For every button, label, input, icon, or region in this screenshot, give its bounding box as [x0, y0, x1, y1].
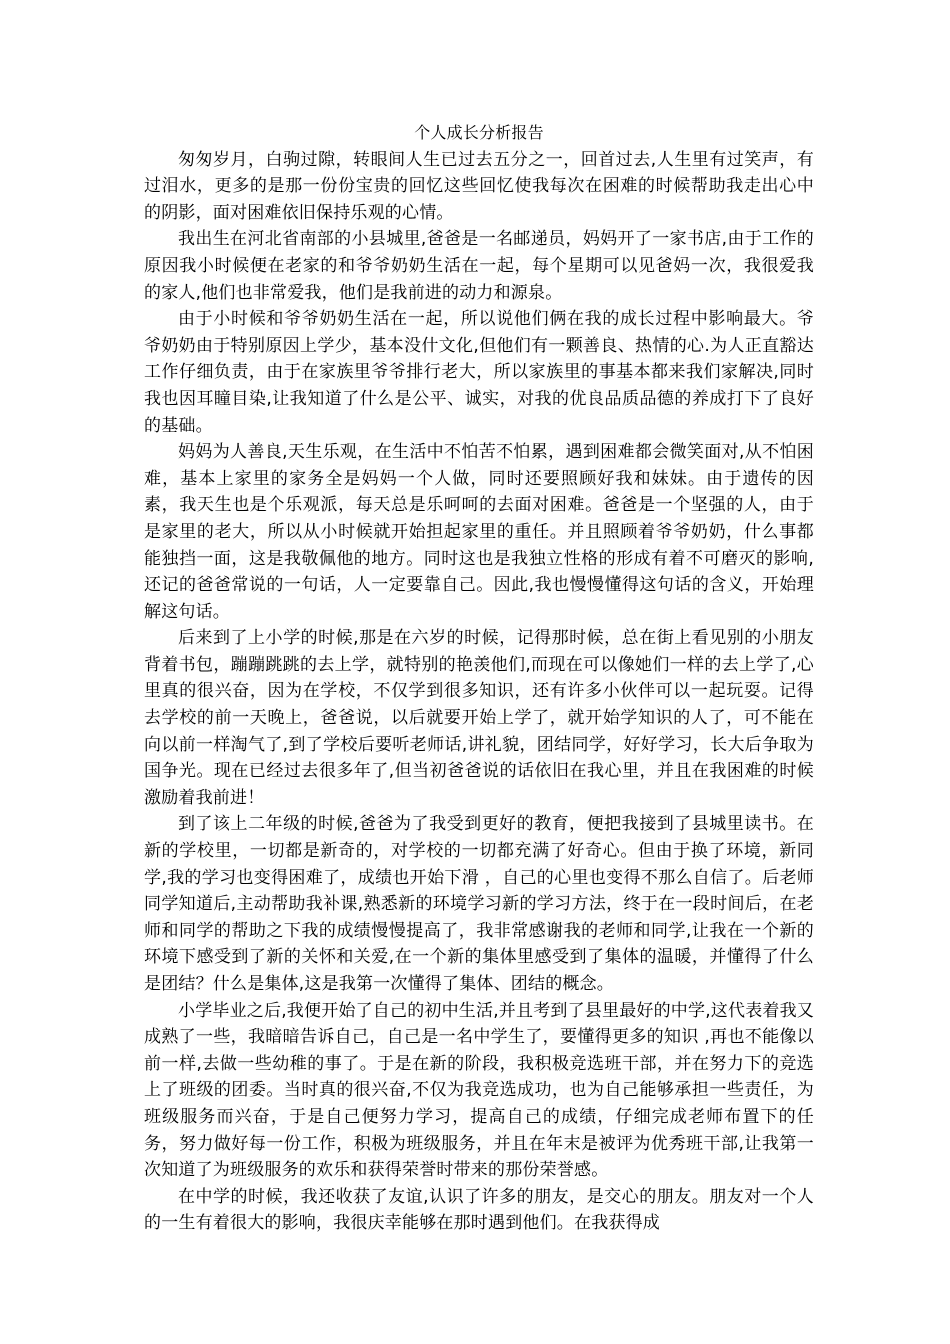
paragraph-friendship: 在中学的时候，我还收获了友谊,认识了许多的朋友，是交心的朋友。朋友对一个人的一生有着很大的影响，我很庆幸能够在那时遇到他们。在我获得成	[144, 1186, 814, 1234]
document-body	[144, 120, 814, 1237]
paragraph-grandparents: 由于小时候和爷爷奶奶生活在一起，所以说他们俩在我的成长过程中影响最大。爷爷奶奶由于特别原因上学少，基本没什文化,但他们有一颗善良、热情的心.为人正直豁达工作仔细负责，由于在家族里爷爷排行老大，所以家族里的事基本都来我们家解决,同时我也因耳瞳目染,让我知道了什么是公平、诚实，对我的优良品质品德的养成打下了良好的基础。	[144, 309, 814, 436]
paragraph-parents: 妈妈为人善良,天生乐观，在生活中不怕苦不怕累，遇到困难都会微笑面对,从不怕困难，基本上家里的家务全是妈妈一个人做，同时还要照顾好我和妹妹。由于遗传的因素，我天生也是个乐观派，每天总是乐呵呵的去面对困难。爸爸是一个坚强的人，由于是家里的老大，所以从小时候就开始担起家里的重任。并且照顾着爷爷奶奶，什么事都能独挡一面，这是我敬佩他的地方。同时这也是我独立性格的形成有着不可磨灭的影响,还记的爸爸常说的一句话，人一定要靠自己。因此,我也慢慢懂得这句话的含义，开始理解这句话。	[144, 442, 814, 622]
paragraph-primary-school: 后来到了上小学的时候,那是在六岁的时候，记得那时候，总在街上看见别的小朋友背着书包，蹦蹦跳跳的去上学，就特别的艳羡他们,而现在可以像她们一样的去上学了,心里真的很兴奋，因为在学校，不仅学到很多知识，还有许多小伙伴可以一起玩耍。记得去学校的前一天晚上，爸爸说，以后就要开始上学了，就开始学知识的人了，可不能在向以前一样淘气了,到了学校后要听老师话,讲礼貌，团结同学，好好学习，长大后争取为国争光。现在已经过去很多年了,但当初爸爸说的话依旧在我心里，并且在我困难的时候激励着我前进！	[144, 628, 814, 808]
document-title: 个人成长分析报告	[414, 123, 544, 142]
paragraph-second-grade: 到了该上二年级的时候,爸爸为了我受到更好的教育，便把我接到了县城里读书。在新的学校里，一切都是新奇的，对学校的一切都充满了好奇心。但由于换了环境，新同学,我的学习也变得困难了，成绩也开始下滑 ，自己的心里也变得不那么自信了。后老师同学知道后,主动帮助我补课,熟悉新的环境学习新的学习方法，终于在一段时间后，在老师和同学的帮助之下我的成绩慢慢提高了，我非常感谢我的老师和同学,让我在一个新的环境下感受到了新的关怀和关爱,在一个新的集体里感受到了集体的温暖，并懂得了什么是团结？什么是集体,这是我第一次懂得了集体、团结的概念。	[144, 814, 814, 994]
paragraph-middle-school: 小学毕业之后,我便开始了自己的初中生活,并且考到了县里最好的中学,这代表着我又成熟了一些，我暗暗告诉自己，自己是一名中学生了，要懂得更多的知识 ,再也不能像以前一样,去做一些幼稚的事了。于是在新的阶段，我积极竞选班干部，并在努力下的竞选上了班级的团委。当时真的很兴奋,不仅为我竞选成功，也为自己能够承担一些责任，为班级服务而兴奋，于是自己便努力学习，提高自己的成绩，仔细完成老师布置下的任务，努力做好每一份工作，积极为班级服务，并且在年末是被评为优秀班干部,让我第一次知道了为班级服务的欢乐和获得荣誉时带来的那份荣誉感。	[144, 1000, 815, 1181]
paragraph-intro: 匆匆岁月，白驹过隙，转眼间人生已过去五分之一，回首过去,人生里有过笑声，有过泪水，更多的是那一份份宝贵的回忆这些回忆使我每次在困难的时候帮助我走出心中的阴影，面对困难依旧保持乐观的心情。	[144, 149, 814, 223]
paragraph-birthplace: 我出生在河北省南部的小县城里,爸爸是一名邮递员，妈妈开了一家书店,由于工作的原因我小时候便在老家的和爷爷奶奶生活在一起，每个星期可以见爸妈一次，我很爱我的家人,他们也非常爱我，他们是我前进的动力和源泉。	[144, 229, 814, 303]
